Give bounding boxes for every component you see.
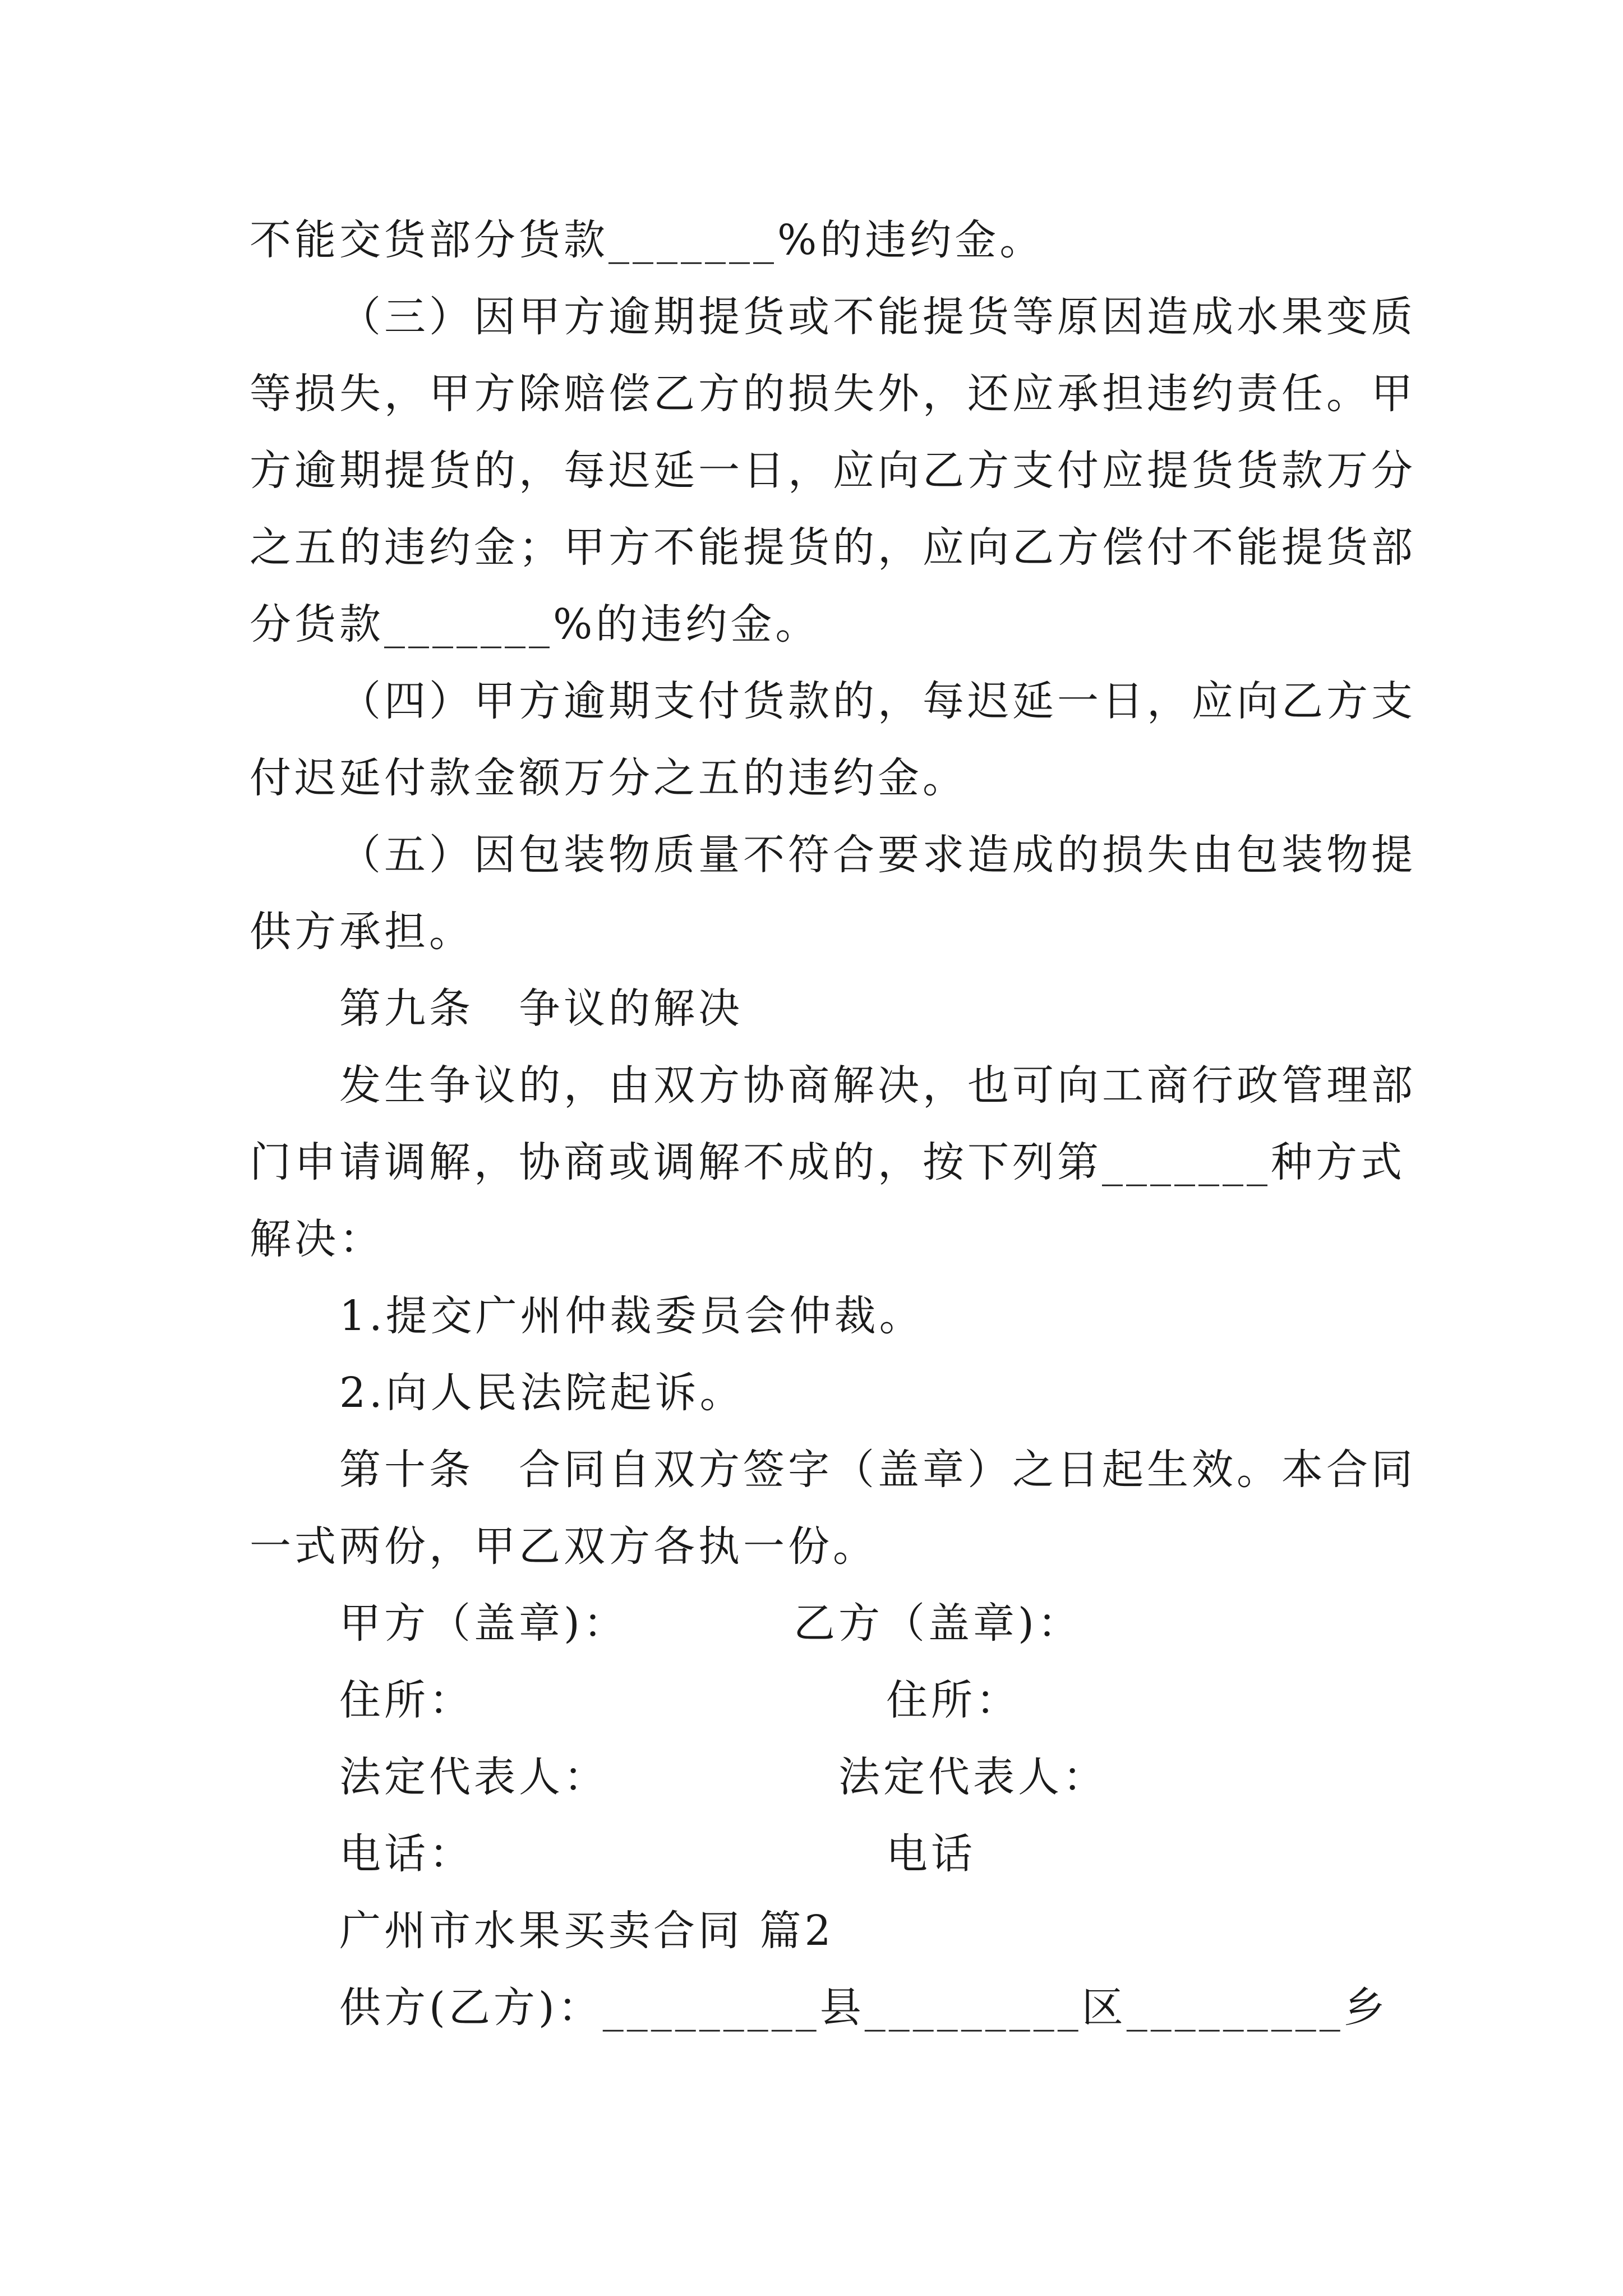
- document-page: [250, 202, 1416, 2046]
- text-line: 不能交货部分货款_______%的违约金。: [250, 216, 1045, 264]
- party-a-representative-label: 法定代表人：: [339, 1753, 608, 1801]
- list-item: 1.提交广州仲裁委员会仲裁。: [339, 1292, 924, 1340]
- text-line: 供方承担。: [250, 908, 474, 956]
- article-heading: 第九条 争议的解决: [339, 984, 743, 1033]
- party-a-address-label: 住所：: [339, 1676, 474, 1724]
- list-item: 2.向人民法院起诉。: [339, 1369, 745, 1417]
- text-line: 之五的违约金；甲方不能提货的，应向乙方偿付不能提货部: [250, 523, 1416, 572]
- text-line: 一式两份，甲乙双方各执一份。: [250, 1522, 878, 1571]
- text-line: 门申请调解，协商或调解不成的，按下列第_______种方式: [250, 1138, 1405, 1186]
- signature-row: [250, 1585, 1388, 1662]
- party-b-representative-label: 法定代表人：: [838, 1753, 1108, 1801]
- party-b-phone-label: 电话: [886, 1830, 976, 1878]
- signature-row: [250, 1662, 1388, 1739]
- signature-row: [250, 1739, 1388, 1816]
- supplier-line: 供方(乙方)：_________县_________区_________乡: [339, 1984, 1389, 2032]
- party-a-seal-label: 甲方（盖章)：: [339, 1599, 628, 1648]
- text-line: 方逾期提货的，每迟延一日，应向乙方支付应提货货款万分: [250, 447, 1416, 495]
- text-line: （四）甲方逾期支付货款的，每迟延一日，应向乙方支: [339, 677, 1416, 725]
- text-line: 分货款_______%的违约金。: [250, 600, 820, 648]
- section-title: 广州市水果买卖合同 篇2: [339, 1907, 834, 1955]
- party-b-seal-label: 乙方（盖章)：: [794, 1599, 1082, 1648]
- text-line: （三）因甲方逾期提货或不能提货等原因造成水果变质: [339, 293, 1416, 341]
- text-line: 等损失，甲方除赔偿乙方的损失外，还应承担违约责任。甲: [250, 370, 1416, 418]
- text-line: 付迟延付款金额万分之五的违约金。: [250, 754, 967, 802]
- text-line: （五）因包装物质量不符合要求造成的损失由包装物提: [339, 831, 1416, 879]
- signature-row: [250, 1816, 1388, 1893]
- text-line: 第十条 合同自双方签字（盖章）之日起生效。本合同: [339, 1446, 1416, 1494]
- text-line: 解决：: [250, 1215, 384, 1263]
- party-a-phone-label: 电话：: [339, 1830, 474, 1878]
- party-b-address-label: 住所：: [886, 1676, 1021, 1724]
- text-line: 发生争议的，由双方协商解决，也可向工商行政管理部: [339, 1061, 1416, 1110]
